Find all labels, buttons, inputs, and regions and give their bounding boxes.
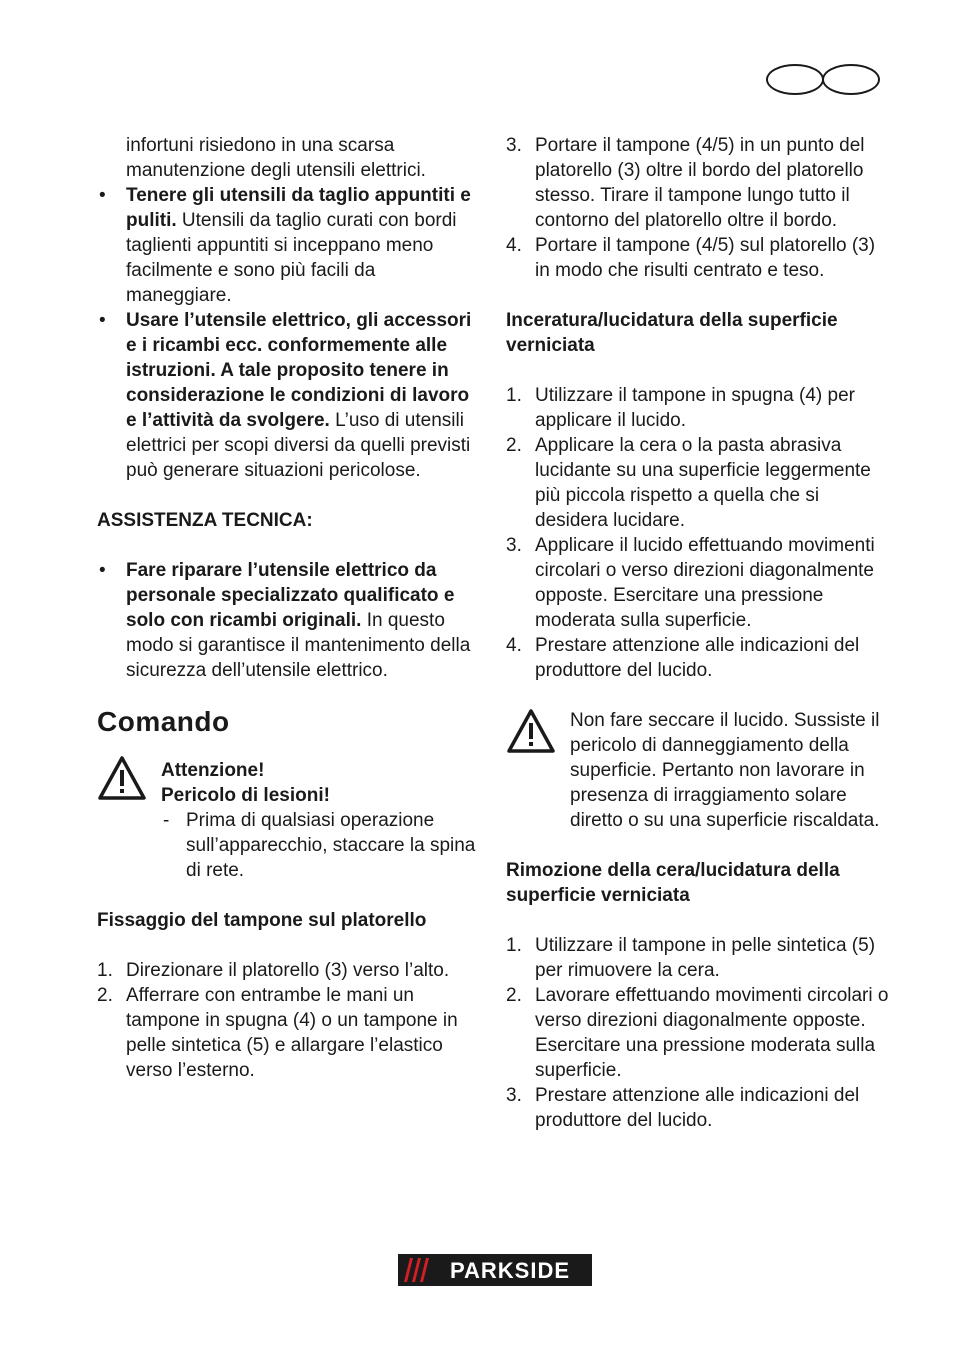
section-heading-assistenza: ASSISTENZA TECNICA: (97, 510, 313, 531)
bullet-bold: Tenere gli utensili da taglio appuntiti e puliti. (126, 185, 471, 231)
warning-block (97, 758, 482, 883)
intro-continuation: infortuni risiedono in una scarsa manutenzione degli utensili elettrici. (126, 135, 426, 181)
warning-triangle-icon (97, 755, 147, 801)
numbered-item (506, 133, 890, 233)
numbered-item (97, 983, 482, 1083)
item-text: Lavorare effettuando movimenti circolari o verso direzioni diagonalmente opposte. Esercitare una pressione moderata sulla superficie. (535, 985, 889, 1081)
item-text: Direzionare il platorello (3) verso l’alto. (126, 960, 450, 981)
item-text: Utilizzare il tampone in spugna (4) per applicare il lucido. (535, 385, 855, 431)
item-text: Afferrare con entrambe le mani un tampone in spugna (4) o un tampone in pelle sintetica (5) e allargare l’elastico verso l’esterno. (126, 985, 458, 1081)
bullet-text: In questo modo si garantisce il mantenimento della sicurezza dell’utensile elettrico. (126, 610, 471, 681)
item-text: Applicare il lucido effettuando movimenti circolari o verso direzioni diagonalmente opposte. Esercitare una pressione moderata sulla superficie. (535, 535, 875, 631)
warning-block (506, 708, 890, 833)
parkside-logo (398, 1254, 592, 1286)
language-oval-1 (766, 64, 824, 95)
bullet-item (97, 183, 482, 308)
numbered-item (506, 933, 890, 983)
numbered-item (506, 983, 890, 1083)
numbered-item (506, 383, 890, 433)
item-number: 1. (506, 385, 522, 406)
right-column (506, 133, 890, 1133)
warning-triangle-icon (506, 708, 556, 754)
item-number: 4. (506, 635, 522, 656)
item-number: 2. (506, 985, 522, 1006)
warning-subtitle: Pericolo di lesioni! (161, 785, 330, 806)
bullet-bold: Usare l’utensile elettrico, gli accessori e i ricambi ecc. conformemente alle istruzioni. A tale proposito tenere in considerazione le condizioni di lavoro e l’attività da svolgere. (126, 310, 472, 431)
bullet-dot: • (99, 310, 106, 331)
item-text: Portare il tampone (4/5) in un punto del platorello (3) oltre il bordo del platorello stesso. Tirare il tampone lungo tutto il contorno del platorello oltre il bordo. (535, 135, 865, 231)
item-number: 1. (97, 960, 113, 981)
item-text: Prestare attenzione alle indicazioni del produttore del lucido. (535, 635, 860, 681)
dash-marker: - (163, 810, 170, 831)
bullet-text: L’uso di utensili elettrici per scopi diversi da quelli previsti può generare situazioni pericolose. (126, 410, 471, 481)
item-text: Prestare attenzione alle indicazioni del produttore del lucido. (535, 1085, 860, 1131)
item-text: Portare il tampone (4/5) sul platorello (3) in modo che risulti centrato e teso. (535, 235, 876, 281)
bullet-dot: • (99, 560, 106, 581)
section-heading-rimozione: Rimozione della cera/lucidatura della superficie verniciata (506, 860, 840, 906)
item-number: 1. (506, 935, 522, 956)
bullet-item (97, 558, 482, 683)
warning-item-text: Prima di qualsiasi operazione sull’apparecchio, staccare la spina di rete. (186, 810, 476, 881)
bullet-dot: • (99, 185, 106, 206)
item-text: Applicare la cera o la pasta abrasiva lucidante su una superficie leggermente più piccola rispetto a quella che si desidera lucidare. (535, 435, 871, 531)
language-badges (766, 64, 878, 95)
left-column (97, 133, 482, 1083)
bullet-item (97, 308, 482, 483)
numbered-item (506, 633, 890, 683)
warning-text: Non fare seccare il lucido. Sussiste il pericolo di danneggiamento della superficie. Pertanto non lavorare in presenza di irraggiamento solare diretto o su una superficie riscaldata. (570, 710, 880, 831)
section-heading-inceratura: Inceratura/lucidatura della superficie verniciata (506, 310, 838, 356)
item-number: 3. (506, 535, 522, 556)
numbered-item (506, 533, 890, 633)
item-number: 4. (506, 235, 522, 256)
item-number: 3. (506, 135, 522, 156)
item-number: 3. (506, 1085, 522, 1106)
numbered-item (97, 958, 482, 983)
item-text: Utilizzare il tampone in pelle sintetica (5) per rimuovere la cera. (535, 935, 876, 981)
numbered-item (506, 233, 890, 283)
warning-list-item (161, 808, 482, 883)
numbered-item (506, 1083, 890, 1133)
section-heading-fissaggio: Fissaggio del tampone sul platorello (97, 910, 427, 931)
heading-comando: Comando (97, 706, 230, 737)
bullet-bold: Fare riparare l’utensile elettrico da personale specializzato qualificato e solo con ricambi originali. (126, 560, 455, 631)
bullet-text: Utensili da taglio curati con bordi taglienti appuntiti si inceppano meno facilmente e sono più facili da maneggiare. (126, 210, 457, 306)
language-oval-2 (822, 64, 880, 95)
item-number: 2. (506, 435, 522, 456)
logo-text: PARKSIDE (449, 1258, 571, 1283)
item-number: 2. (97, 985, 113, 1006)
numbered-item (506, 433, 890, 533)
warning-title: Attenzione! (161, 760, 265, 781)
